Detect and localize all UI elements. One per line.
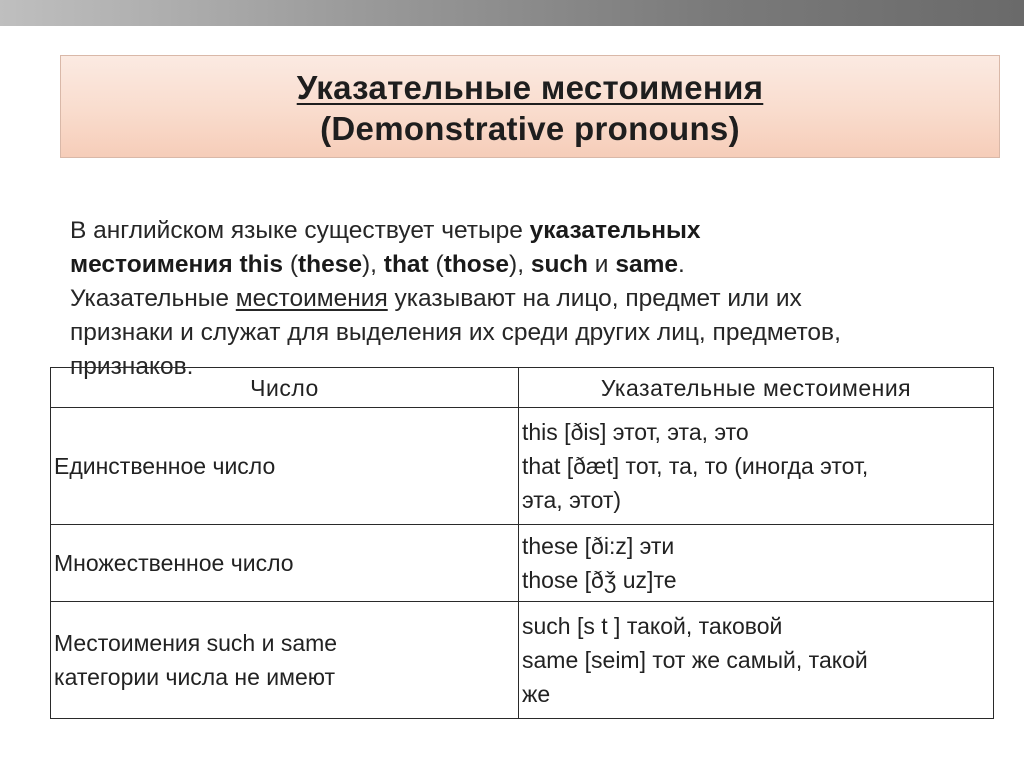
category-cell (51, 602, 519, 719)
intro-line-1 (70, 214, 1000, 248)
slide-title-text: Указательные местоимения (296, 69, 764, 106)
category-cell (51, 525, 519, 602)
intro-line-2 (70, 248, 1000, 282)
category-line: Местоимения such и same (54, 630, 338, 656)
table-row (51, 408, 994, 525)
intro-text: . (677, 251, 685, 278)
category-cell (51, 408, 519, 525)
pronouns-table (50, 367, 994, 719)
header-number: Число (51, 368, 519, 408)
intro-bold: those (443, 251, 510, 278)
intro-bold: same (615, 251, 678, 278)
intro-text: и (588, 251, 616, 278)
pronoun-line: that [ðæt] тот, та, то (иногда этот, (522, 453, 869, 479)
pronoun-line: those [ðǯ uz]те (522, 567, 677, 593)
intro-text: ( (428, 251, 444, 278)
intro-text: ), (362, 251, 384, 278)
pronoun-line: these [ði:z] эти (522, 533, 675, 559)
pronoun-line: эта, этот) (522, 487, 622, 513)
intro-text: указывают на лицо, предмет или их (387, 285, 802, 312)
intro-bold: местоимения this (70, 251, 284, 278)
pronoun-line: же (522, 681, 551, 707)
header-pronouns: Указательные местоимения (519, 368, 994, 408)
slide-subtitle: (Demonstrative pronouns) (320, 110, 740, 147)
category-line: категории числа не имеют (54, 664, 336, 690)
pronoun-line: same [seim] тот же самый, такой (522, 647, 868, 673)
slide-title (61, 68, 999, 108)
pronouns-cell (519, 525, 994, 602)
intro-bold: that (383, 251, 429, 278)
intro-underlined: местоимения (235, 285, 388, 312)
intro-text: ), (509, 251, 531, 278)
intro-bold: these (298, 251, 363, 278)
intro-paragraph (70, 214, 1000, 384)
category-line: Множественное число (54, 550, 294, 576)
intro-bold: such (530, 251, 588, 278)
category-line: Единственное число (54, 453, 276, 479)
table-row (51, 602, 994, 719)
title-box (60, 55, 1000, 158)
pronoun-line: this [ðis] этот, эта, это (522, 419, 749, 445)
intro-line-4: признаки и служат для выделения их среди других лиц, предметов, (70, 319, 841, 346)
intro-clipped-text: признаков. (70, 353, 194, 380)
table-header-row (51, 368, 994, 408)
pronouns-cell (519, 602, 994, 719)
pronouns-cell (519, 408, 994, 525)
table-row (51, 525, 994, 602)
intro-text: ( (283, 251, 298, 278)
pronoun-line: such [s t ] такой, таковой (522, 613, 783, 639)
top-decorative-bar (0, 0, 1024, 26)
intro-bold: указательных (529, 217, 701, 244)
intro-text: В английском языке существует четыре (70, 217, 530, 244)
intro-line-3 (70, 282, 1000, 316)
intro-text: Указательные (70, 285, 236, 312)
